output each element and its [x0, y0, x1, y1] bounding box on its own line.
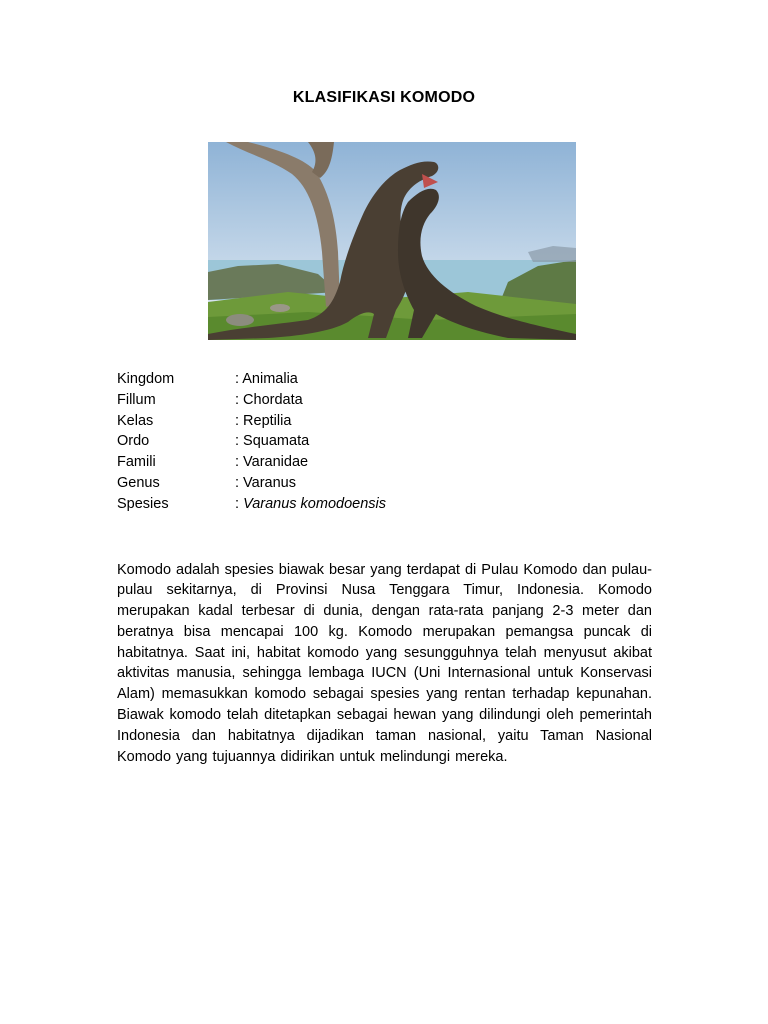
- classification-label: Genus: [117, 474, 160, 491]
- classification-row-genus: [117, 473, 386, 494]
- komodo-photo: [208, 142, 576, 340]
- classification-value: : Varanidae: [235, 454, 309, 471]
- classification-row-fillum: [117, 390, 386, 411]
- classification-row-kingdom: [117, 369, 386, 390]
- classification-value: : Squamata: [235, 433, 310, 450]
- classification-colon: :: [235, 495, 244, 512]
- species-name: Varanus komodoensis: [243, 495, 386, 512]
- classification-label: Famili: [117, 454, 156, 471]
- classification-row-kelas: [117, 411, 386, 432]
- classification-value: : Reptilia: [235, 412, 292, 429]
- classification-label: Ordo: [117, 433, 150, 450]
- classification-label: Spesies: [117, 495, 169, 512]
- description-paragraph: Komodo adalah spesies biawak besar yang terdapat di Pulau Komodo dan pulau-pulau sekitarnya, di Provinsi Nusa Tenggara Timur, Indonesia. Komodo merupakan kadal terbesar di dunia, dengan rata-rata panjang 2-3 meter dan beratnya bisa mencapai 100 kg. Komodo merupakan pemangsa puncak di habitatnya. Saat ini, habitat komodo yang sesungguhnya telah menyusut akibat aktivitas manusia, sehingga lembaga IUCN (Uni Internasional untuk Konservasi Alam) memasukkan komodo sebagai spesies yang rentan terhadap kepunahan. Biawak komodo telah ditetapkan sebagai hewan yang dilindungi oleh pemerintah Indonesia dan habitatnya dijadikan taman nasional, yaitu Taman Nasional Komodo yang tujuannya didirikan untuk melindungi mereka.: [117, 561, 652, 765]
- classification-value: : Chordata: [235, 391, 303, 408]
- classification-row-famili: [117, 452, 386, 473]
- classification-label: Kingdom: [117, 371, 175, 387]
- classification-value: [235, 494, 386, 515]
- classification-label: Fillum: [117, 391, 156, 408]
- classification-value: : Animalia: [235, 371, 298, 387]
- classification-row-spesies: [117, 494, 386, 515]
- classification-table: [117, 369, 386, 515]
- page-title: KLASIFIKASI KOMODO: [292, 89, 476, 106]
- classification-row-ordo: [117, 431, 386, 452]
- classification-value: : Varanus: [235, 474, 296, 491]
- classification-label: Kelas: [117, 412, 154, 429]
